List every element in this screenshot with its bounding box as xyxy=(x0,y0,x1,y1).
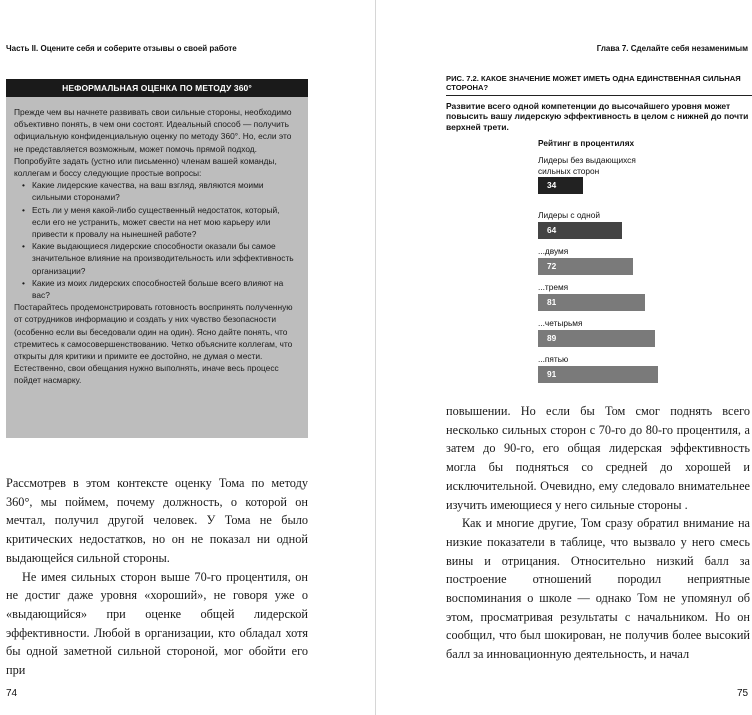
bar-value-label: 89 xyxy=(547,332,557,343)
bar-value-label: 34 xyxy=(547,180,557,190)
sidebar-question: • Какие лидерские качества, на ваш взгляд, являются моими сильными сторонами? xyxy=(32,179,300,203)
sidebar-intro: Прежде чем вы начнете развивать свои сильные стороны, необходимо объективно понять, в чем они состоят. Идеальный способ — получить официальную конфиденциальную оценку по методу 360°. Но, если это не представляется возможным, может помочь прямой подход. Попробуйте задать (устно или письменно) членам вашей команды, коллегам и боссу следующие простые вопросы: xyxy=(14,107,292,179)
sidebar-question: • Какие выдающиеся лидерские способности оказали бы самое значительное влияние на производительность или эффективность организации? xyxy=(32,240,300,277)
bar xyxy=(538,366,658,383)
bar-chart xyxy=(538,138,752,388)
bar-group xyxy=(538,282,645,311)
bar-group xyxy=(538,318,655,347)
bar-value-label: 72 xyxy=(547,260,557,271)
bar-category-label: Лидеры с одной xyxy=(538,210,600,220)
bar xyxy=(538,177,583,194)
sidebar-question: • Какие из моих лидерских способностей больше всего влияют на вас? xyxy=(32,277,300,301)
chart-title: Рейтинг в процентилях xyxy=(538,138,635,148)
sidebar-closing: Постарайтесь продемонстрировать готовность воспринять полученную от сотрудников информацию и создать у них чувство безопасности (особенно если вы беседовали один на один). Ясно дайте понять, что стремитесь к самосовершенствованию. Четко объясните коллегам, что открыты для критики и примите ее достойно, не думая о мести. Естественно, свои обещания нужно выполнять, иначе весь процесс пойдет насмарку. xyxy=(14,302,293,386)
sidebar-question: • Есть ли у меня какой-либо существенный недостаток, который, если его не устранить, может свести на нет мою карьеру или привести к провалу на нынешней работе? xyxy=(32,204,300,241)
bar xyxy=(538,222,622,239)
page-number-left: 74 xyxy=(6,688,18,699)
bar-value-label: 91 xyxy=(547,368,557,379)
sidebar-title: НЕФОРМАЛЬНАЯ ОЦЕНКА ПО МЕТОДУ 360° xyxy=(6,79,308,97)
bar-value-label: 64 xyxy=(547,224,557,235)
bar-category-label: ...тремя xyxy=(538,282,569,292)
left-body-text xyxy=(6,474,308,680)
sidebar-question-list xyxy=(14,179,300,301)
page-gutter xyxy=(375,0,376,715)
bar xyxy=(538,330,655,347)
figure-block xyxy=(446,74,752,132)
page-number-right: 75 xyxy=(737,688,749,699)
body-paragraph: Рассмотрев в этом контексте оценку Тома по методу 360°, мы поймем, почему должность, о которой он мечтал, получил другой человек. У Тома не было критических недостатков, но он не показал ни одной выдающейся сильной стороны. xyxy=(6,476,308,565)
bar-group xyxy=(538,210,622,239)
bar-category-label: ...пятью xyxy=(538,354,569,364)
body-paragraph: Не имея сильных сторон выше 70-го процентиля, он не достиг даже уровня «хороший», не говоря уже о «выдающийся» при оценке общей лидерской эффективности. Любой в организации, кто обладал хотя бы одной заметной сильной стороной, мог обойти его при xyxy=(6,569,308,678)
figure-subtitle: Развитие всего одной компетенции до высочайшего уровня может повысить вашу лидерскую эффективность в целом с нижней до почти верхней трети. xyxy=(446,101,749,132)
right-body-text xyxy=(446,402,750,664)
sidebar-box xyxy=(6,79,308,438)
left-page xyxy=(0,0,374,715)
bar-category-label: Лидеры без выдающихся сильных сторон xyxy=(538,155,636,176)
bar-category-label: ...двумя xyxy=(538,246,569,256)
sidebar-body xyxy=(6,97,308,387)
running-head-left: Часть II. Оцените себя и соберите отзывы о своей работе xyxy=(6,44,237,53)
bar-value-label: 81 xyxy=(547,296,557,307)
running-head-right: Глава 7. Сделайте себя незаменимым xyxy=(596,44,748,53)
figure-caption: РИС. 7.2. КАКОЕ ЗНАЧЕНИЕ МОЖЕТ ИМЕТЬ ОДНА ЕДИНСТВЕННАЯ СИЛЬНАЯ СТОРОНА? xyxy=(446,74,752,96)
body-paragraph: повышении. Но если бы Том смог поднять всего несколько сильных сторон с 70-го до 80-го процентиля, а затем до 90-го, его общая лидерская эффективность могла бы подняться со средней до хорошей и исключительной. Очевидно, ему следовало внимательнее изучить имеющиеся у него сильные стороны . xyxy=(446,404,750,512)
bar-category-label: ...четырьмя xyxy=(538,318,583,328)
bar xyxy=(538,258,633,275)
body-paragraph: Как и многие другие, Том сразу обратил внимание на низкие показатели в таблице, что вызвало у него смесь вины и отрицания. Относительно низкий балл за построение отношений породил неприятные воспоминания о школе — однако Том не упомянул об этом, просматривая результаты с начальником. Но он сообщил, что был шокирован, не получив более высокий балл за инновационную деятельность, и начал xyxy=(446,516,750,662)
bar-group xyxy=(538,354,658,383)
bar-group xyxy=(538,155,648,194)
bar-group xyxy=(538,246,633,275)
bar xyxy=(538,294,645,311)
